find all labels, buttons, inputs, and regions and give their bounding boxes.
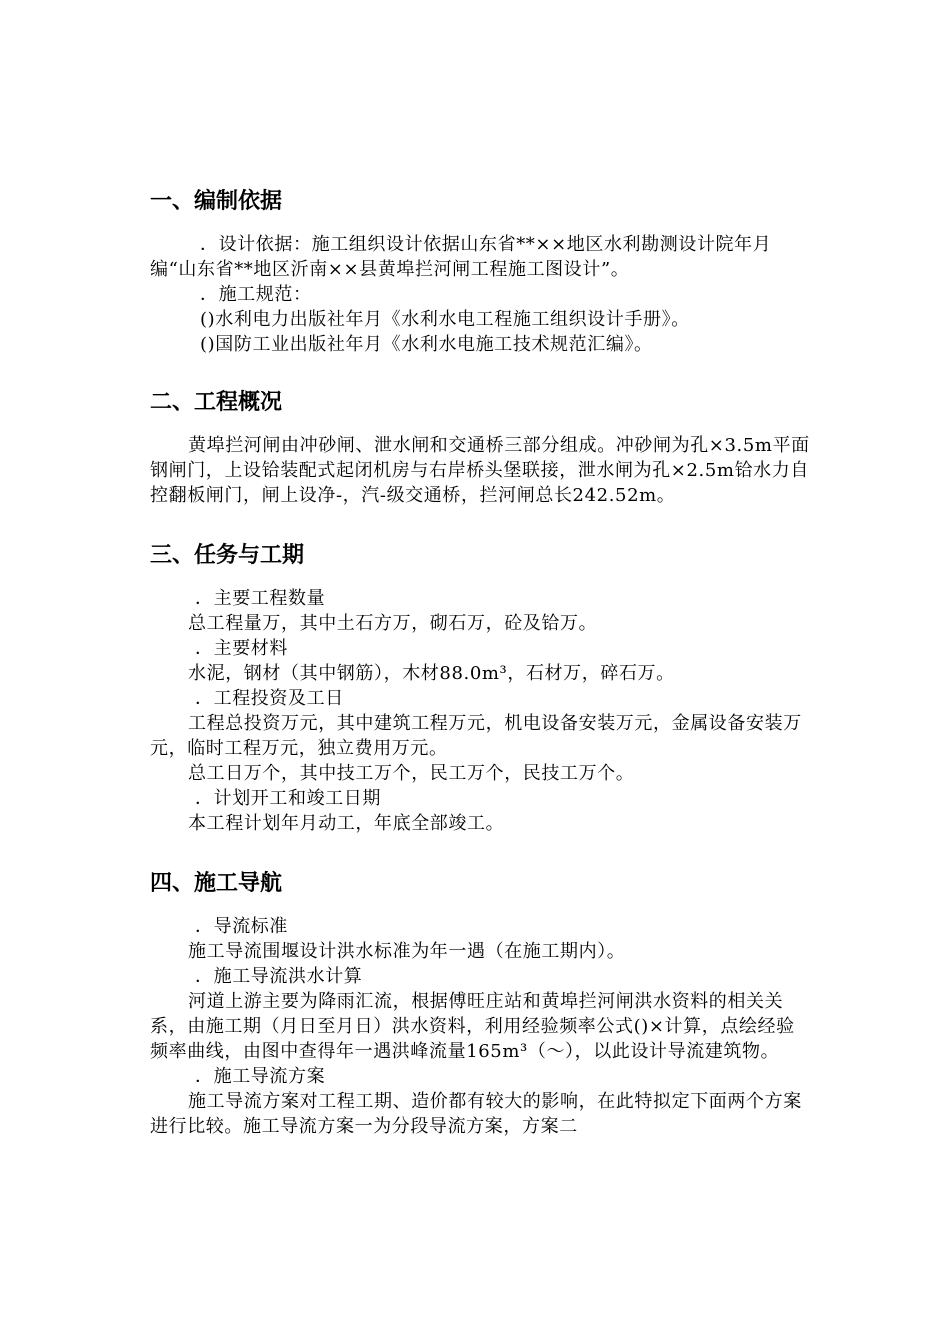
section-heading: 三、任务与工期	[150, 543, 305, 568]
paragraph: ．施工规范：	[200, 284, 312, 305]
paragraph: ()国防工业出版社年月《水利水电施工技术规范汇编》。	[200, 334, 653, 355]
paragraph: ．导流标准	[195, 916, 288, 937]
section-overview	[150, 381, 810, 508]
paragraph: 本工程计划年月动工，年底全部竣工。	[188, 813, 505, 834]
section-heading: 一、编制依据	[150, 189, 283, 214]
paragraph: 水泥，钢材（其中钢筋），木材88.0m³，石材万，碎石万。	[188, 663, 675, 684]
section-basis	[150, 180, 810, 357]
paragraph: ．工程投资及工日	[195, 688, 344, 709]
section-diversion	[150, 862, 810, 1139]
section-heading: 四、施工导航	[150, 871, 283, 896]
paragraph: ．主要材料	[195, 638, 288, 659]
paragraph: ．计划开工和竣工日期	[195, 788, 381, 809]
section-heading: 二、工程概况	[150, 390, 283, 415]
paragraph: 河道上游主要为降雨汇流，根据傅旺庄站和黄埠拦河闸洪水资料的相关关系，由施工期（月日至月日）洪水资料，利用经验频率公式()×计算，点绘经验频率曲线，由图中查得年一遇洪峰流量165m³（～），以此设计导流建筑物。	[150, 991, 795, 1062]
section-tasks	[150, 534, 810, 836]
paragraph: ．主要工程数量	[195, 588, 326, 609]
paragraph: 总工程量万，其中土石方万，砌石万，砼及铪万。	[188, 613, 598, 634]
paragraph: ()水利电力出版社年月《水利水电工程施工组织设计手册》。	[200, 309, 690, 330]
paragraph: 工程总投资万元，其中建筑工程万元，机电设备安装万元，金属设备安装万元，临时工程万元，独立费用万元。	[150, 713, 802, 759]
paragraph: 黄埠拦河闸由冲砂闸、泄水闸和交通桥三部分组成。冲砂闸为孔×3.5m平面钢闸门，上设铪装配式起闭机房与右岸桥头堡联接，泄水闸为孔×2.5m铪水力自控翻板闸门，闸上设净-，汽-级交通桥，拦河闸总长242.52m。	[150, 435, 810, 506]
paragraph: 总工日万个，其中技工万个，民工万个，民技工万个。	[188, 763, 635, 784]
paragraph: ．施工导流方案	[195, 1066, 326, 1087]
paragraph: ．施工导流洪水计算	[195, 966, 363, 987]
paragraph: ．设计依据：施工组织设计依据山东省**××地区水利勘测设计院年月编“山东省**地区沂南××县黄埠拦河闸工程施工图设计”。	[150, 234, 772, 280]
document-body	[150, 180, 810, 1157]
paragraph: 施工导流方案对工程工期、造价都有较大的影响，在此特拟定下面两个方案进行比较。施工导流方案一为分段导流方案，方案二	[150, 1091, 802, 1137]
paragraph: 施工导流围堰设计洪水标准为年一遇（在施工期内）。	[188, 941, 626, 962]
